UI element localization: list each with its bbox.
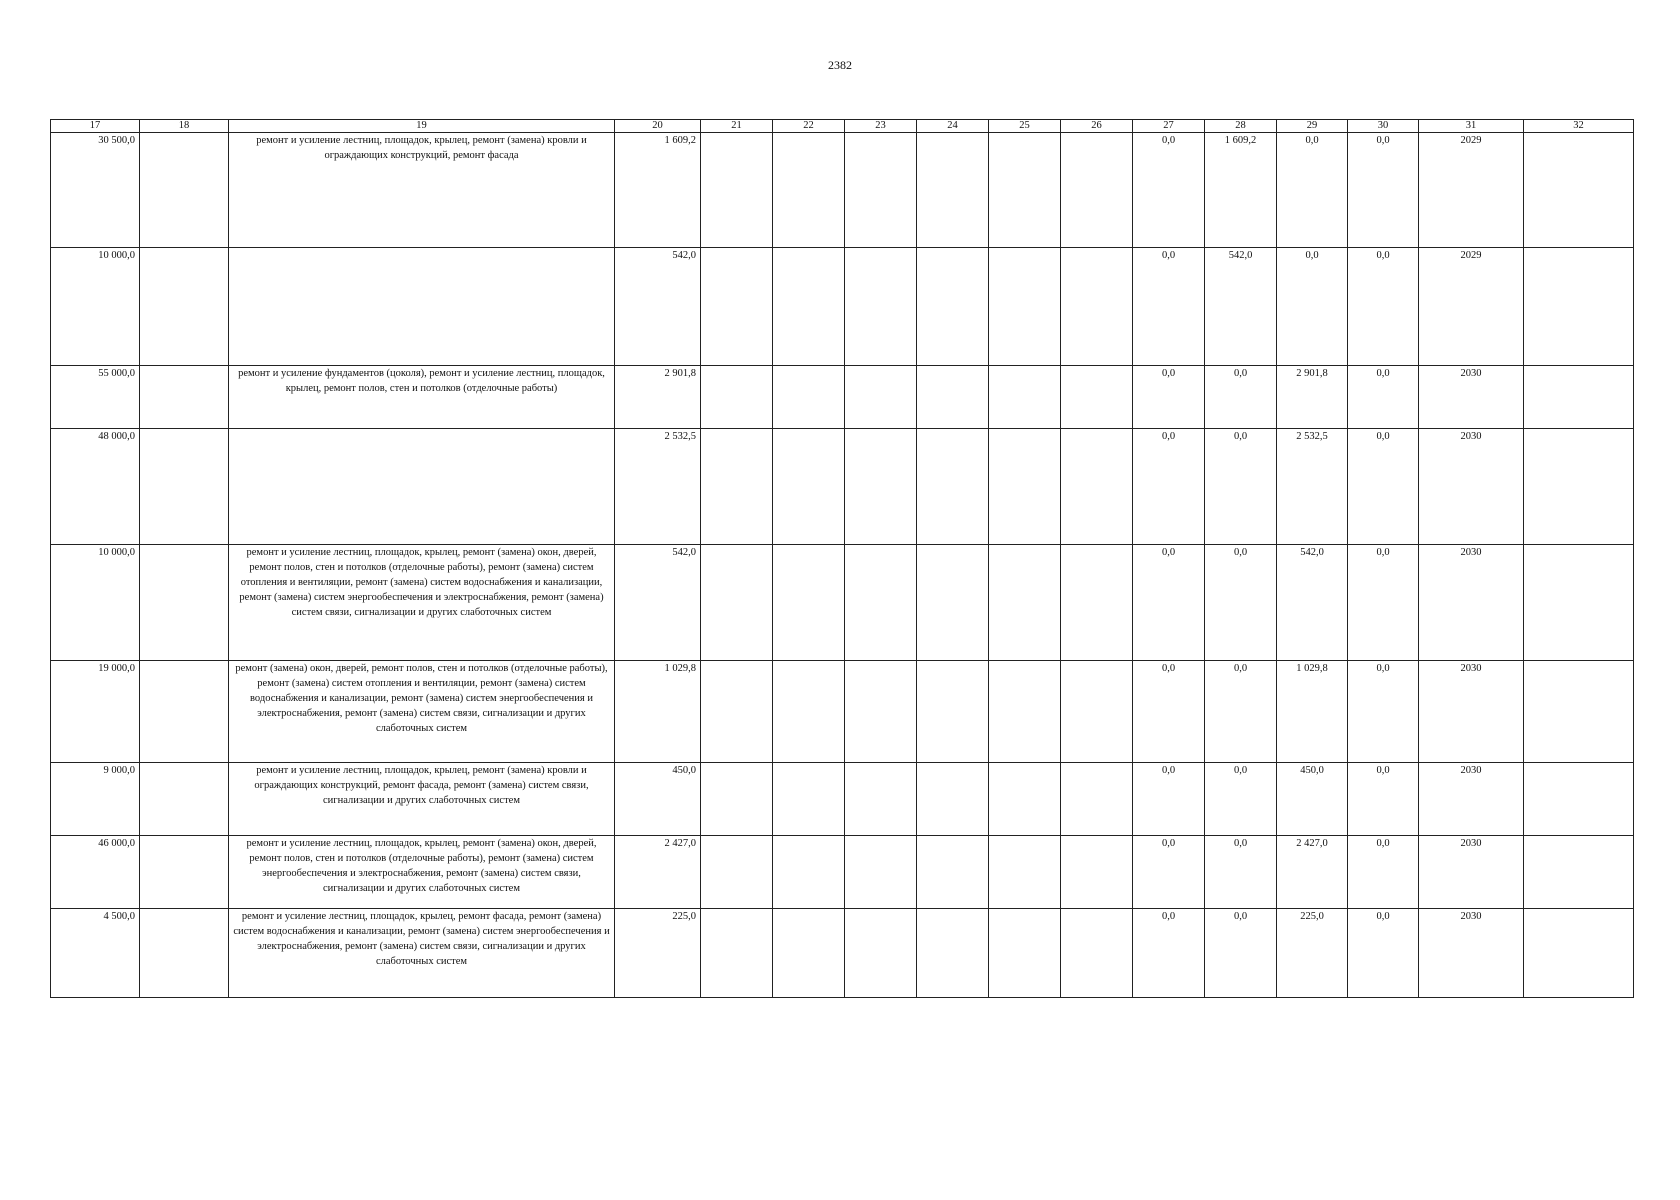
cell-empty [845,545,917,661]
cell-col18 [140,909,229,998]
column-header: 28 [1205,120,1277,133]
column-header: 31 [1419,120,1524,133]
cell-empty [1061,763,1133,836]
cell-col32 [1524,661,1634,763]
cell-year: 2030 [1419,545,1524,661]
cell-year: 2030 [1419,763,1524,836]
cell-col17: 10 000,0 [51,545,140,661]
cell-col27: 0,0 [1133,545,1205,661]
cell-col20: 2 532,5 [615,429,701,545]
column-header: 24 [917,120,989,133]
cell-col28: 0,0 [1205,836,1277,909]
column-header: 30 [1348,120,1419,133]
cell-col32 [1524,545,1634,661]
cell-year: 2029 [1419,248,1524,366]
cell-col28: 0,0 [1205,429,1277,545]
cell-col29: 1 029,8 [1277,661,1348,763]
cell-empty [1061,366,1133,429]
table-row [51,836,1634,909]
page-number: 2382 [828,58,852,72]
cell-empty [989,429,1061,545]
column-header: 20 [615,120,701,133]
column-header: 27 [1133,120,1205,133]
cell-empty [917,133,989,248]
cell-col27: 0,0 [1133,429,1205,545]
cell-col29: 450,0 [1277,763,1348,836]
cell-col20: 1 609,2 [615,133,701,248]
cell-empty [989,545,1061,661]
table-row [51,366,1634,429]
cell-year: 2030 [1419,836,1524,909]
cell-empty [1061,909,1133,998]
table-row [51,909,1634,998]
cell-col18 [140,366,229,429]
cell-empty [773,763,845,836]
column-header: 32 [1524,120,1634,133]
cell-empty [845,366,917,429]
cell-col29: 2 532,5 [1277,429,1348,545]
cell-empty [917,661,989,763]
cell-col18 [140,133,229,248]
cell-col17: 48 000,0 [51,429,140,545]
cell-year: 2030 [1419,429,1524,545]
cell-empty [773,661,845,763]
cell-col20: 542,0 [615,248,701,366]
column-header: 25 [989,120,1061,133]
cell-col17: 46 000,0 [51,836,140,909]
cell-col29: 2 901,8 [1277,366,1348,429]
cell-empty [1061,133,1133,248]
cell-col27: 0,0 [1133,763,1205,836]
cell-year: 2030 [1419,366,1524,429]
cell-col28: 0,0 [1205,661,1277,763]
cell-empty [989,836,1061,909]
cell-col17: 10 000,0 [51,248,140,366]
cell-col30: 0,0 [1348,763,1419,836]
cell-work-description: ремонт и усиление лестниц, площадок, крылец, ремонт (замена) окон, дверей, ремонт полов, стен и потолков (отделочные работы), ремонт (замена) систем отопления и вентиляции, ремонт (замена) систем водоснабжения и канализации, ремонт (замена) систем энергообеспечения и электроснабжения, ремонт (замена) систем связи, сигнализации и других слаботочных систем [229,545,615,661]
cell-col32 [1524,429,1634,545]
cell-col18 [140,545,229,661]
cell-year: 2029 [1419,133,1524,248]
cell-empty [773,366,845,429]
table-row [51,133,1634,248]
column-header: 17 [51,120,140,133]
cell-col17: 9 000,0 [51,763,140,836]
cell-empty [701,366,773,429]
cell-col29: 2 427,0 [1277,836,1348,909]
table-row [51,661,1634,763]
cell-col20: 2 427,0 [615,836,701,909]
cell-col30: 0,0 [1348,836,1419,909]
cell-empty [1061,836,1133,909]
cell-empty [917,763,989,836]
column-header: 19 [229,120,615,133]
cell-empty [1061,545,1133,661]
cell-empty [917,909,989,998]
cell-empty [989,763,1061,836]
column-header: 22 [773,120,845,133]
cell-empty [773,248,845,366]
cell-empty [989,661,1061,763]
cell-col20: 2 901,8 [615,366,701,429]
cell-empty [845,429,917,545]
cell-empty [773,836,845,909]
cell-empty [845,661,917,763]
cell-col29: 542,0 [1277,545,1348,661]
cell-col30: 0,0 [1348,133,1419,248]
cell-empty [989,909,1061,998]
cell-empty [917,248,989,366]
cell-empty [1061,429,1133,545]
cell-empty [989,133,1061,248]
cell-col32 [1524,248,1634,366]
cell-empty [845,763,917,836]
cell-empty [1061,661,1133,763]
cell-col27: 0,0 [1133,909,1205,998]
cell-col32 [1524,909,1634,998]
cell-col17: 55 000,0 [51,366,140,429]
cell-col17: 19 000,0 [51,661,140,763]
cell-work-description: ремонт и усиление лестниц, площадок, крылец, ремонт (замена) окон, дверей, ремонт полов, стен и потолков (отделочные работы), ремонт (замена) систем энергообеспечения и электроснабжения, ремонт (замена) систем связи, сигнализации и других слаботочных систем [229,836,615,909]
cell-col18 [140,429,229,545]
cell-col27: 0,0 [1133,248,1205,366]
column-header: 21 [701,120,773,133]
cell-empty [773,545,845,661]
cell-empty [917,545,989,661]
cell-col30: 0,0 [1348,545,1419,661]
cell-col18 [140,661,229,763]
cell-col28: 0,0 [1205,366,1277,429]
cell-work-description [229,248,615,366]
table-row [51,429,1634,545]
cell-empty [701,545,773,661]
cell-col30: 0,0 [1348,366,1419,429]
cell-empty [1061,248,1133,366]
repair-schedule-table [50,119,1634,998]
cell-empty [845,909,917,998]
cell-col30: 0,0 [1348,429,1419,545]
cell-col20: 542,0 [615,545,701,661]
cell-empty [701,909,773,998]
cell-work-description [229,429,615,545]
cell-empty [917,836,989,909]
column-header: 23 [845,120,917,133]
cell-work-description: ремонт и усиление лестниц, площадок, крылец, ремонт (замена) кровли и ограждающих конструкций, ремонт фасада, ремонт (замена) систем связи, сигнализации и других слаботочных систем [229,763,615,836]
cell-col32 [1524,836,1634,909]
cell-col30: 0,0 [1348,909,1419,998]
cell-work-description: ремонт и усиление лестниц, площадок, крылец, ремонт фасада, ремонт (замена) систем водоснабжения и канализации, ремонт (замена) систем энергообеспечения и электроснабжения, ремонт (замена) систем связи, сигнализации и других слаботочных систем [229,909,615,998]
column-header: 18 [140,120,229,133]
cell-empty [701,248,773,366]
cell-empty [773,909,845,998]
cell-col27: 0,0 [1133,133,1205,248]
cell-col28: 0,0 [1205,545,1277,661]
cell-empty [773,133,845,248]
table-row [51,545,1634,661]
cell-empty [701,763,773,836]
cell-col27: 0,0 [1133,366,1205,429]
cell-empty [917,429,989,545]
cell-col18 [140,836,229,909]
cell-col28: 542,0 [1205,248,1277,366]
cell-col32 [1524,366,1634,429]
cell-col28: 0,0 [1205,909,1277,998]
cell-col32 [1524,763,1634,836]
cell-col28: 0,0 [1205,763,1277,836]
cell-col28: 1 609,2 [1205,133,1277,248]
table-row [51,763,1634,836]
column-header: 26 [1061,120,1133,133]
cell-empty [845,836,917,909]
cell-col18 [140,248,229,366]
cell-year: 2030 [1419,909,1524,998]
cell-work-description: ремонт и усиление лестниц, площадок, крылец, ремонт (замена) кровли и ограждающих конструкций, ремонт фасада [229,133,615,248]
cell-col30: 0,0 [1348,248,1419,366]
cell-empty [701,836,773,909]
cell-col27: 0,0 [1133,836,1205,909]
cell-empty [917,366,989,429]
cell-col18 [140,763,229,836]
cell-empty [845,133,917,248]
column-header: 29 [1277,120,1348,133]
cell-col29: 0,0 [1277,133,1348,248]
cell-col32 [1524,133,1634,248]
cell-empty [989,366,1061,429]
table-row [51,248,1634,366]
cell-empty [845,248,917,366]
cell-work-description: ремонт и усиление фундаментов (цоколя), ремонт и усиление лестниц, площадок, крылец, ремонт полов, стен и потолков (отделочные работы) [229,366,615,429]
cell-year: 2030 [1419,661,1524,763]
cell-col20: 1 029,8 [615,661,701,763]
cell-empty [701,429,773,545]
cell-col20: 450,0 [615,763,701,836]
cell-empty [989,248,1061,366]
cell-col29: 0,0 [1277,248,1348,366]
cell-col27: 0,0 [1133,661,1205,763]
cell-empty [701,133,773,248]
cell-empty [773,429,845,545]
cell-col29: 225,0 [1277,909,1348,998]
cell-work-description: ремонт (замена) окон, дверей, ремонт полов, стен и потолков (отделочные работы), ремонт (замена) систем отопления и вентиляции, ремонт (замена) систем водоснабжения и канализации, ремонт (замена) систем энергообеспечения и электроснабжения, ремонт (замена) систем связи, сигнализации и других слаботочных систем [229,661,615,763]
cell-col17: 4 500,0 [51,909,140,998]
cell-empty [701,661,773,763]
column-number-row [51,120,1634,133]
cell-col20: 225,0 [615,909,701,998]
cell-col17: 30 500,0 [51,133,140,248]
cell-col30: 0,0 [1348,661,1419,763]
